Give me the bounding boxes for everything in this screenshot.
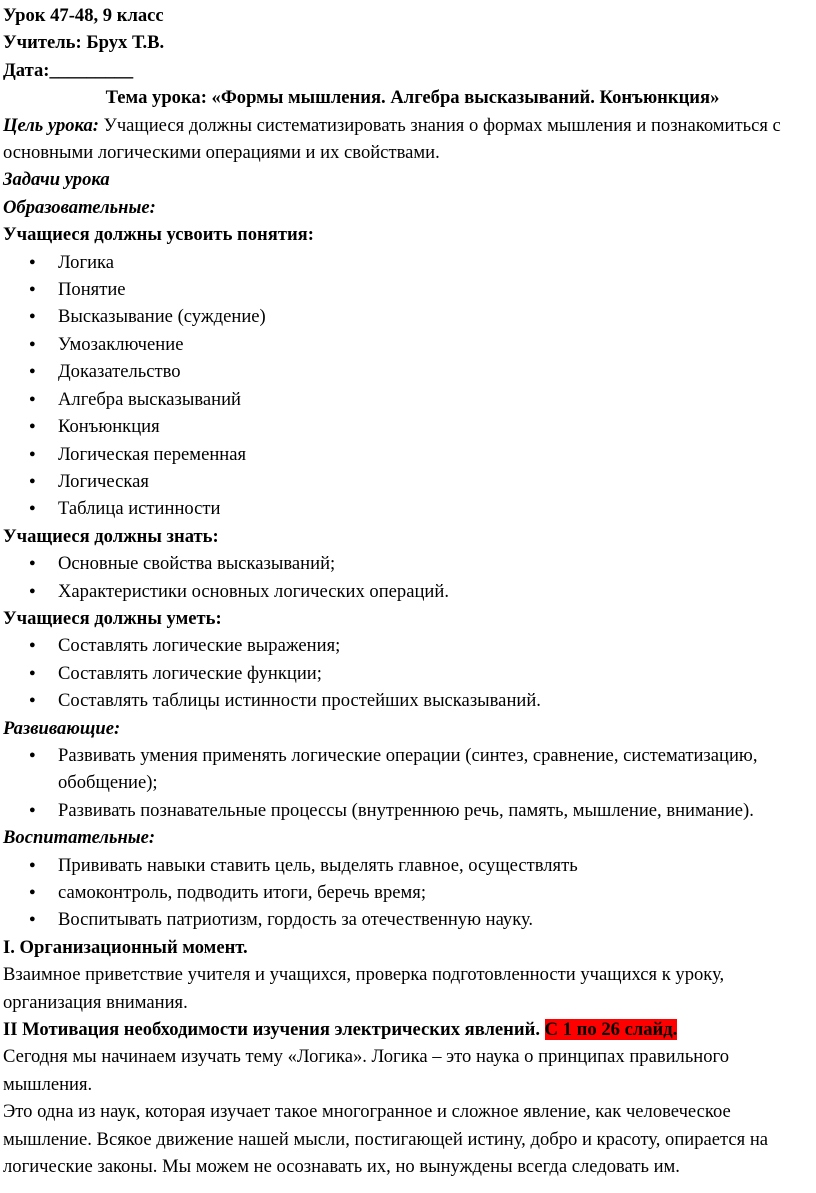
goal-text: Учащиеся должны систематизировать знания о формах мышления и познакомиться с основными логическими операциями и их свойствами. [3, 114, 781, 164]
list-item: ● Высказывание (суждение) [58, 303, 816, 330]
developmental-list [3, 742, 816, 824]
list-item: ● Основные свойства высказываний; [58, 550, 816, 577]
list-item: ● Прививать навыки ставить цель, выделять главное, осуществлять [58, 852, 816, 879]
list-item: ● Логическая переменная [58, 441, 816, 468]
motivation-heading-text: II Мотивация необходимости изучения электрических явлений. [3, 1019, 540, 1041]
know-list [3, 550, 816, 605]
list-item: ● Понятие [58, 276, 816, 303]
concepts-heading: Учащиеся должны усвоить понятия: [3, 224, 314, 246]
section-heading-organizational: I. Организационный момент. [3, 936, 248, 958]
list-item: ● самоконтроль, подводить итоги, беречь время; [58, 879, 816, 906]
list-item: ● Характеристики основных логических операций. [58, 578, 816, 605]
list-item: ● Составлять логические функции; [58, 660, 816, 687]
goal-label: Цель урока: [3, 114, 99, 136]
able-list [3, 632, 816, 714]
lesson-goal [3, 112, 816, 167]
section-heading-motivation [3, 1016, 816, 1043]
date-line: Дата:_________ [3, 59, 134, 81]
list-item: ● Развивать умения применять логические операции (синтез, сравнение, систематизацию, обобщение); [58, 742, 816, 797]
able-heading: Учащиеся должны уметь: [3, 607, 222, 629]
list-item: ● Логическая [58, 468, 816, 495]
tasks-heading: Задачи урока [3, 169, 110, 191]
concepts-list [3, 249, 816, 523]
educational-heading: Образовательные: [3, 196, 156, 218]
lesson-line: Урок 47-48, 9 класс [3, 5, 164, 26]
list-item: ● Таблица истинности [58, 495, 816, 522]
list-item: ● Доказательство [58, 358, 816, 385]
list-item: ● Составлять таблицы истинности простейших высказываний. [58, 687, 816, 714]
motivation-paragraph: Это одна из наук, которая изучает такое многогранное и сложное явление, как человеческое мышление. Всякое движение нашей мысли, постигающей истину, добро и красоту, опирается на логические законы. Мы можем не осознавать их, но вынуждены всегда следовать им. [3, 1101, 769, 1178]
developmental-heading: Развивающие: [3, 717, 121, 739]
upbringing-list [3, 852, 816, 934]
list-item: ● Алгебра высказываний [58, 386, 816, 413]
know-heading: Учащиеся должны знать: [3, 525, 219, 547]
teacher-line: Учитель: Брух Т.В. [3, 32, 165, 54]
list-item: ● Воспитывать патриотизм, гордость за отечественную науку. [58, 906, 816, 933]
list-item: ● Конъюнкция [58, 413, 816, 440]
list-item: ● Составлять логические выражения; [58, 632, 816, 659]
motivation-paragraph: Сегодня мы начинаем изучать тему «Логика». Логика – это наука о принципах правильного мышления. [3, 1046, 730, 1095]
list-item: ● Умозаключение [58, 331, 816, 358]
list-item: ● Развивать познавательные процессы (внутреннюю речь, память, мышление, внимание). [58, 797, 816, 824]
section-text-organizational: Взаимное приветствие учителя и учащихся, проверка подготовленности учащихся к уроку, организация внимания. [3, 964, 725, 1013]
lesson-topic: Тема урока: «Формы мышления. Алгебра высказываний. Конъюнкция» [105, 87, 720, 109]
slides-highlight: С 1 по 26 слайд. [544, 1019, 678, 1041]
upbringing-heading: Воспитательные: [3, 827, 156, 849]
list-item: ● Логика [58, 249, 816, 276]
